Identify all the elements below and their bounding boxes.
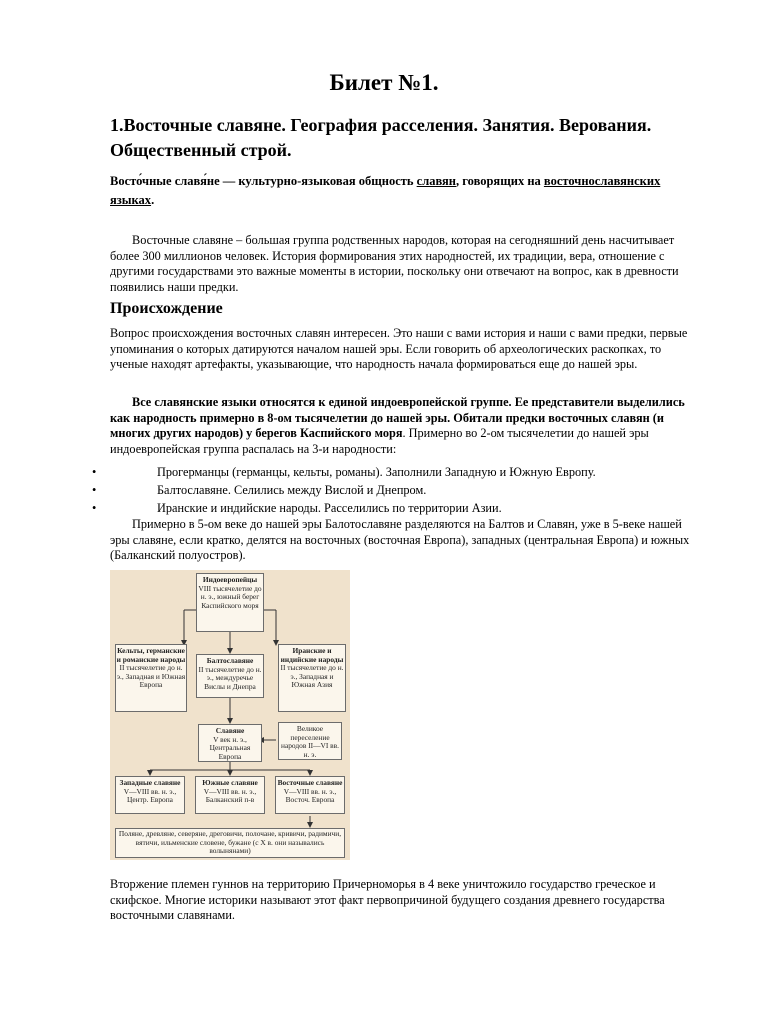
list-item	[92, 464, 700, 482]
bullet-icon: •	[92, 465, 97, 479]
node-title: Индоевропейцы	[202, 575, 258, 584]
node-text: V—VIII вв. н. э., Восточ. Европа	[283, 786, 337, 805]
bullet-icon: •	[92, 500, 97, 515]
node-title: Восточные славяне	[277, 778, 343, 787]
definition-end: .	[151, 193, 155, 207]
node-title: Славяне	[215, 726, 245, 735]
node-text: V век н. э., Центральная Европа	[209, 734, 251, 761]
origin-rest-text: . Примерно во 2-ом тысячелетии до нашей эры индоевропейская группа распалась на 3-и народности:	[110, 426, 649, 456]
node-iranian-indian	[278, 644, 346, 712]
node-balto-slavs	[196, 654, 264, 698]
node-title: Иранские и индийские народы	[280, 646, 344, 664]
split-paragraph: Примерно в 5-ом веке до нашей эры Балотославяне разделяются на Балтов и Славян, уже в 5-веке нашей эры славяне, если кратко, делятся на восточных (восточная Европа), западных (центральная Европа) и южных (Балканский полуостров).	[110, 517, 690, 562]
node-east-slav-tribes	[115, 828, 345, 858]
node-text: V—VIII вв. н. э., Балканский п-в	[203, 786, 257, 805]
link-east-slavic-languages[interactable]: восточнославянских языках	[110, 174, 661, 207]
origin-bold-text: Все славянские языки относятся к единой индоевропейской группе. Ее представители выделились как народность примерно в 8-ом тысячелетии до нашей эры. Обитали предки восточных славян (и многих других народов) у берегов Каспийского моря	[110, 395, 685, 440]
link-slavs[interactable]: славян	[416, 174, 457, 188]
final-paragraph: Вторжение племен гуннов на территорию Причерноморья в 4 веке уничтожило государство греческое и скифское. Многие историки называют этот факт первопричиной будущего создания древнего государства восточными славянами.	[110, 877, 665, 922]
definition-paragraph	[110, 172, 700, 210]
question-heading: 1.Восточные славяне. География расселения. Занятия. Верования. Общественный строй.	[110, 115, 652, 160]
node-slavs	[198, 724, 262, 762]
list-item	[92, 500, 700, 518]
origin-paragraph-1: Вопрос происхождения восточных славян интересен. Это наши с вами история и наши с вами предки, первые упоминания о которых датируются началом нашей эры. Если говорить об археологических раскопках, то ученые находят артефакты, указывающие, что народность начала формироваться еще до нашей эры.	[110, 326, 688, 371]
node-east-slavs	[275, 776, 345, 814]
node-title: Кельты, германские и романские народы	[116, 646, 186, 664]
node-south-slavs	[195, 776, 265, 814]
node-title: Западные славяне	[119, 778, 181, 787]
node-indo-europeans	[196, 573, 264, 632]
list-item-text: Прогерманцы (германцы, кельты, романы). Заполнили Западную и Южную Европу.	[157, 465, 596, 479]
definition-term: Восто́чные славя́не	[110, 174, 220, 188]
node-title: Балтославяне	[206, 656, 254, 665]
list-item-text: Иранские и индийские народы. Расселились по территории Азии.	[157, 500, 502, 515]
node-great-migration	[278, 722, 342, 760]
node-text: Великое переселение народов II—VI вв. н. э.	[281, 724, 339, 759]
intro-paragraph: Восточные славяне – большая группа родственных народов, которая на сегодняшний день насчитывает более 300 миллионов человек. История формирования этих народностей, их традиции, вера, отношение с другими государствами это важные моменты в истории, поскольку они отвечают на вопрос, как в древности появились наши предки.	[110, 233, 679, 294]
node-text: II тысячелетие до н. э., Западная и Южная Азия	[280, 663, 344, 690]
definition-text: — культурно-языковая общность	[219, 174, 417, 188]
ticket-title: Билет №1.	[329, 70, 439, 95]
definition-text-2: , говорящих на	[456, 174, 544, 188]
node-celts-germans	[115, 644, 187, 712]
bullet-icon: •	[92, 482, 97, 497]
slavs-origin-diagram	[110, 570, 350, 860]
node-west-slavs	[115, 776, 185, 814]
node-text: Поляне, древляне, северяне, дреговичи, полочане, кривичи, радимичи, вятичи, ильменские словене, бужане (с X в. они назывались волынянами)	[118, 829, 342, 856]
list-item	[92, 482, 700, 500]
node-text: II тысячелетие до н. э., междуречье Вислы и Днепра	[198, 664, 262, 691]
origin-paragraph-2	[110, 395, 700, 457]
node-text: V—VIII вв. н. э., Центр. Европа	[123, 786, 177, 805]
node-text: II тысячелетие до н. э., Западная и Южная Европа	[116, 663, 186, 690]
node-text: VIII тысячелетие до н. э., южный берег Каспийского моря	[198, 583, 262, 610]
node-title: Южные славяне	[202, 778, 258, 787]
peoples-list	[92, 464, 700, 517]
origin-heading: Происхождение	[110, 300, 223, 317]
list-item-text: Балтославяне. Селились между Вислой и Днепром.	[157, 482, 427, 497]
